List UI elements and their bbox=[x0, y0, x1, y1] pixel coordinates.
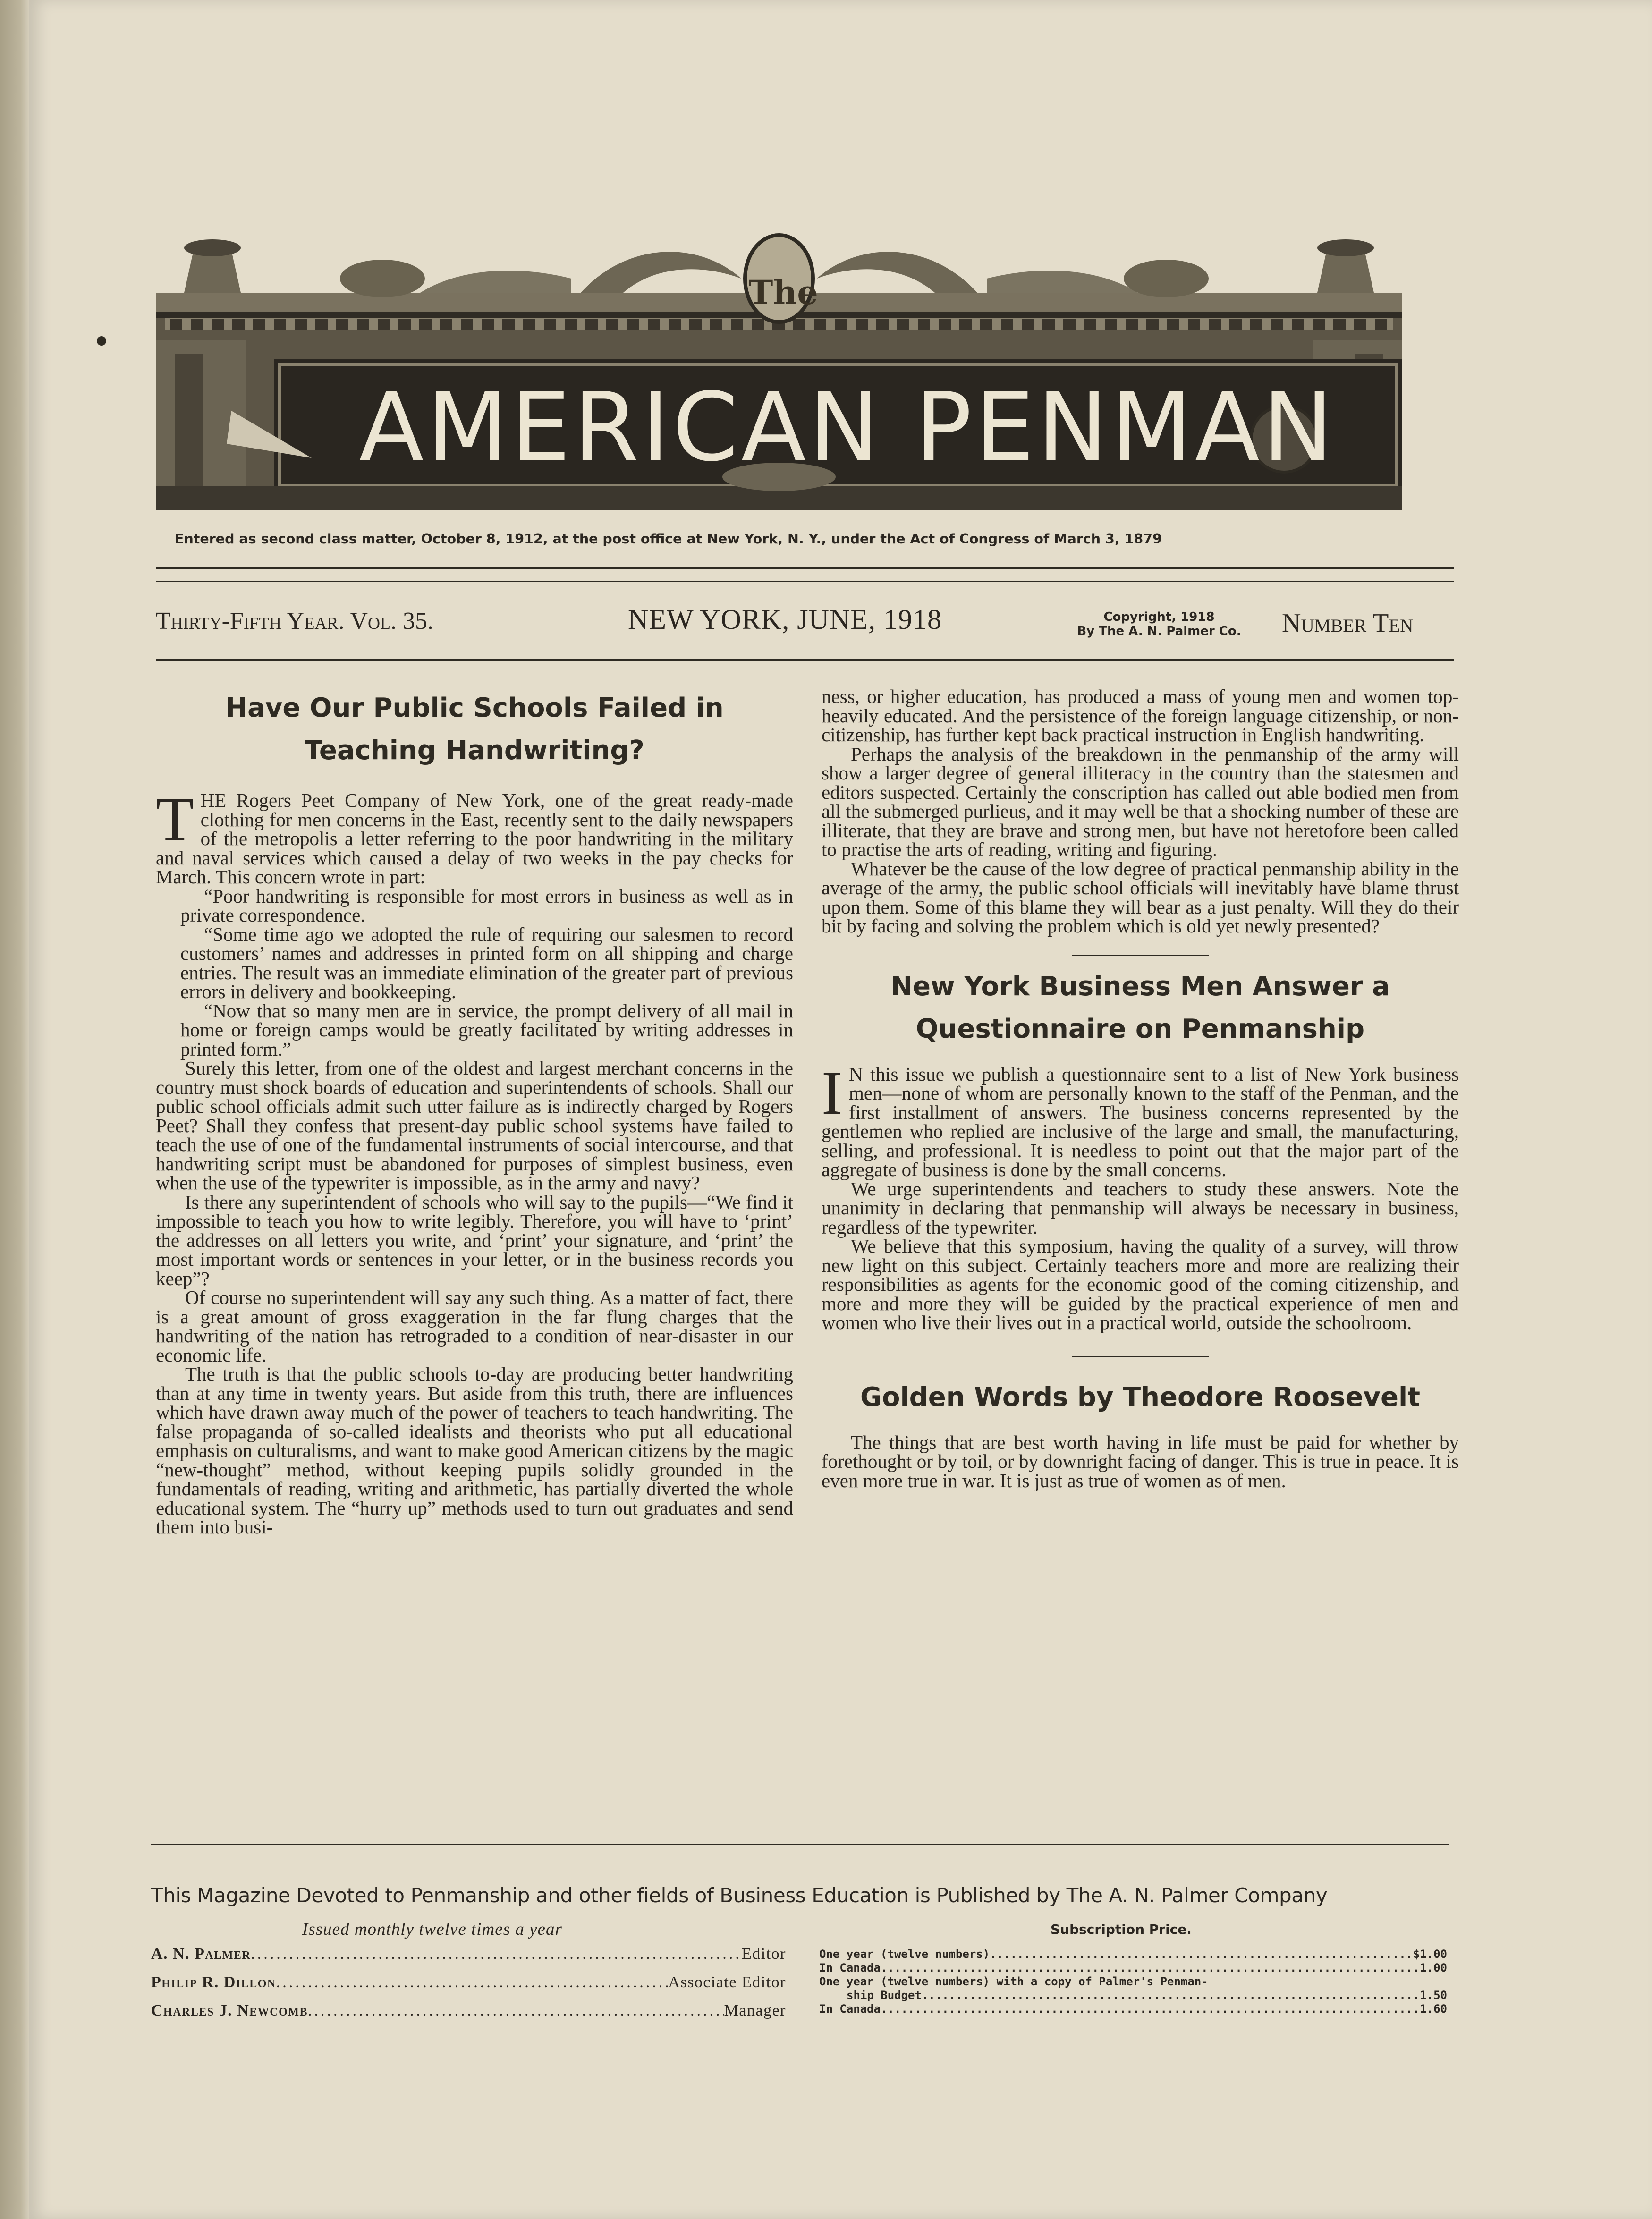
leader-dots bbox=[308, 2002, 724, 2025]
staff-row bbox=[151, 2002, 786, 2025]
article-paragraph bbox=[822, 1058, 1459, 1180]
quote-paragraph: “Poor handwriting is responsible for most errors in business as well as in private correspondence. bbox=[180, 885, 793, 926]
cornice-dentil bbox=[669, 319, 681, 330]
top-rule-2 bbox=[156, 581, 1454, 582]
price-label: One year (twelve numbers) with a copy of Palmer's Penman- bbox=[819, 1975, 1208, 1988]
dateline-rule bbox=[156, 659, 1454, 661]
leader-dots bbox=[881, 1961, 1420, 1975]
staff-role: Associate Editor bbox=[668, 1973, 786, 1991]
quote-paragraph: “Some time ago we adopted the rule of requiring our salesmen to record customers’ names and addresses in printed form on all shipping and charge entries. The result was an immediate elimination of the greater part of previous errors in delivery and bookkeeping. bbox=[180, 923, 793, 1002]
cornice-dentil bbox=[689, 319, 702, 330]
price-label: In Canada bbox=[819, 2002, 881, 2016]
paragraph-text: HE Rogers Peet Company of New York, one of the great ready-made clothing for men concerns in the East, recently sent to the daily newspapers of the metropolis a letter referring to the poor handwriting in the military and naval services which caused a delay of two weeks in the pay checks for March. This concern wrote in part: bbox=[156, 789, 793, 888]
cornice-dentil bbox=[731, 319, 743, 330]
cornice-dentil bbox=[1354, 319, 1366, 330]
quote-paragraph: “Now that so many men are in service, the prompt delivery of all mail in home or foreign camps would be greatly facilitated by writing addresses in printed form.” bbox=[180, 999, 793, 1060]
leader-dots bbox=[922, 1989, 1420, 2002]
price-row bbox=[819, 1989, 1447, 2002]
cornice-dentil bbox=[440, 319, 452, 330]
price-value: 1.60 bbox=[1420, 2002, 1447, 2016]
issue-frequency: Issued monthly twelve times a year bbox=[302, 1920, 562, 1939]
cornice-dentil bbox=[710, 319, 722, 330]
cornice-dentil bbox=[876, 319, 889, 330]
cornice-dentil bbox=[544, 319, 556, 330]
issue-number: Number Ten bbox=[1282, 609, 1414, 638]
cornice-dentil bbox=[1209, 319, 1221, 330]
cornice-dentil bbox=[1063, 319, 1076, 330]
staff-name: A. N. Palmer bbox=[151, 1945, 251, 1963]
copyright-line-2: By The A. N. Palmer Co. bbox=[1077, 624, 1241, 638]
cornice-dentil bbox=[627, 319, 639, 330]
price-label: In Canada bbox=[819, 1961, 881, 1974]
article-paragraph: ness, or higher education, has produced a mass of young men and women top-heavily educated. And the persistence of the foreign language citizenship, or non-citizenship, has further kept back practical instruction in English handwriting. bbox=[822, 686, 1459, 745]
article-paragraph: Surely this letter, from one of the oldest and largest merchant concerns in the country must shock boards of education and superintendents of schools. Shall our public school officials admit such utter failure as is indirectly charged by Rogers Peet? Shall they confess that present-day public school systems have failed to teach the use of one of the fundamental instruments of social intercourse, and that handwriting script must be abandoned for purposes of simplest business, even when the use of the typewriter is impossible, as in the army and navy? bbox=[156, 1057, 793, 1194]
leader-dots bbox=[251, 1945, 742, 1969]
cornice-dentil bbox=[1271, 319, 1283, 330]
cornice-dentil bbox=[1126, 319, 1138, 330]
cornice-dentil bbox=[835, 319, 847, 330]
copyright-notice bbox=[1060, 610, 1258, 638]
cornice-dentil bbox=[959, 319, 972, 330]
cornice-dentil bbox=[1313, 319, 1325, 330]
cornice-dentil bbox=[170, 319, 182, 330]
article-title: New York Business Men Answer a Questionnaire on Penmanship bbox=[890, 971, 1390, 1044]
article-paragraph: We urge superintendents and teachers to study these answers. Note the unanimity in declaring that penmanship will always be necessary in business, regardless of the typewriter. bbox=[822, 1177, 1459, 1238]
article-title: Golden Words by Theodore Roosevelt bbox=[860, 1381, 1420, 1413]
dateline bbox=[156, 600, 1454, 652]
cornice-dentil bbox=[1250, 319, 1262, 330]
masthead bbox=[156, 222, 1402, 515]
postal-entry-notice: Entered as second class matter, October 8, 1912, at the post office at New York, N. Y., under the Act of Congress of March 3, 1879 bbox=[175, 531, 1162, 547]
cornice-dentil bbox=[1292, 319, 1304, 330]
article-paragraph: Of course no superintendent will say any such thing. As a matter of fact, there is a great amount of gross exaggeration in the far flung charges that the handwriting of the nation has retrograded to a condition of near-disaster in our economic life. bbox=[156, 1287, 793, 1366]
cornice-dentil bbox=[274, 319, 286, 330]
article-paragraph: We believe that this symposium, having the quality of a survey, will throw new light on this subject. Certainly teachers more and more are realizing their responsibilities as agents for the economic good of the coming citizenship, and more and more they will be guided by the practical experience of men and women who live their lives out in a practical world, outside the schoolroom. bbox=[822, 1235, 1459, 1333]
cornice-dentil bbox=[980, 319, 992, 330]
cornice-dentil bbox=[1022, 319, 1034, 330]
issue-date: NEW YORK, JUNE, 1918 bbox=[628, 604, 942, 635]
top-rule-1 bbox=[156, 567, 1454, 569]
article-paragraph: Whatever be the cause of the low degree of practical penmanship ability in the average of the army, the public school officials will inevitably have blame thrust upon them. Some of this blame they will bear as a just penalty. Will they do their bit by facing and solving the problem which is old yet newly presented? bbox=[822, 857, 1459, 937]
cornice-dentil bbox=[315, 319, 328, 330]
cornice-dentil bbox=[398, 319, 411, 330]
price-label: ship Budget bbox=[847, 1989, 922, 2002]
cornice-dentil bbox=[585, 319, 598, 330]
leader-dots bbox=[990, 1948, 1413, 1961]
article-title: Have Our Public Schools Failed in Teaching Handwriting? bbox=[225, 693, 724, 766]
article-paragraph: Is there any superintendent of schools who will say to the pupils—“We find it impossible to teach you how to write legibly. Therefore, you will have to ‘print’ the addresses on all letters you write, and ‘print’ your signature, and ‘print’ the most important words or sentences in your letter, or in the business records you keep”? bbox=[156, 1191, 793, 1289]
cornice-dentil bbox=[482, 319, 494, 330]
cornice-dentil bbox=[1105, 319, 1117, 330]
year-volume: Thirty-Fifth Year. Vol. 35. bbox=[156, 608, 434, 635]
cornice-dentil bbox=[295, 319, 307, 330]
cornice-dentil bbox=[918, 319, 930, 330]
price-row bbox=[819, 1948, 1447, 1961]
cornice-dentil bbox=[1167, 319, 1179, 330]
staff-name: Charles J. Newcomb bbox=[151, 2002, 308, 2019]
left-column bbox=[156, 687, 793, 1537]
cornice-dentil bbox=[357, 319, 369, 330]
copyright-line-1: Copyright, 1918 bbox=[1103, 610, 1215, 624]
cornice-dentil bbox=[212, 319, 224, 330]
cornice-dentil bbox=[856, 319, 868, 330]
price-value: 1.00 bbox=[1420, 1961, 1447, 1974]
cornice-dentil bbox=[232, 319, 245, 330]
drop-cap: I bbox=[822, 1058, 842, 1127]
book-spine-edge bbox=[0, 0, 29, 2219]
staff-role: Manager bbox=[724, 2002, 786, 2019]
footer-rule bbox=[151, 1844, 1449, 1845]
cornice-dentil bbox=[1229, 319, 1242, 330]
paragraph-text: N this issue we publish a questionnaire sent to a list of New York business men—none of whom are personally known to the staff of the Penman, and the first installment of answers. The business concerns represented by the gentlemen who replied are inclusive of the large and small, the manufacturing, selling, and professional. It is needless to point out that the major part of the aggregate of business is done by the small concerns. bbox=[822, 1063, 1459, 1180]
cornice-dentil bbox=[1375, 319, 1387, 330]
cornice-dentil bbox=[378, 319, 390, 330]
article-paragraph: The truth is that the public schools to-day are producing better handwriting than at any time in twenty years. But aside from this truth, there are influences which have drawn away much of the power of teachers to teach handwriting. The false propaganda of so-called idealists and theorists who put all educational emphasis on culturalisms, and want to make good American citizens by the magic “new-thought” method, without keeping pupils solidly grounded in the fundamentals of reading, writing and arithmetic, has partially diverted the whole educational system. The “hurry up” methods used to turn out graduates and send them into busi- bbox=[156, 1363, 793, 1538]
cornice-dentil bbox=[648, 319, 660, 330]
leader-dots bbox=[881, 2002, 1420, 2016]
cornice-dentil bbox=[1188, 319, 1200, 330]
cornice-dentil bbox=[461, 319, 473, 330]
staff-role: Editor bbox=[742, 1945, 786, 1963]
cornice-dentil bbox=[1001, 319, 1013, 330]
cornice-dentil bbox=[897, 319, 909, 330]
price-value: $1.00 bbox=[1413, 1948, 1447, 1961]
cornice-dentil bbox=[253, 319, 265, 330]
cornice-dentil bbox=[565, 319, 577, 330]
staff-name: Philip R. Dillon bbox=[151, 1973, 276, 1991]
leader-dots bbox=[276, 1973, 669, 1997]
article-paragraph bbox=[156, 784, 793, 888]
cornice-dentil bbox=[1042, 319, 1055, 330]
staff-row bbox=[151, 1945, 786, 1969]
cornice-dentil bbox=[419, 319, 432, 330]
masthead-title: AMERICAN PENMAN bbox=[359, 372, 1336, 483]
article-paragraph: Perhaps the analysis of the breakdown in the penmanship of the army will show a larger degree of general illiteracy in the country than the statesmen and editors suspected. Certainly the conscription has called out able bodied men from all the submerged purlieus, and it may well be that a shocking number of these are illiterate, that they are brave and strong men, but have not heretofore been called to practise the arts of reading, writing and figuring. bbox=[822, 743, 1459, 860]
staff-row bbox=[151, 1973, 786, 1997]
cornice-dentil bbox=[336, 319, 348, 330]
price-row bbox=[819, 1975, 1447, 1989]
cornice-dentil bbox=[606, 319, 618, 330]
right-column bbox=[822, 687, 1459, 1490]
cornice-dentil bbox=[191, 319, 203, 330]
ink-spot bbox=[97, 336, 106, 346]
price-row bbox=[819, 1961, 1447, 1975]
masthead-the: The bbox=[748, 272, 818, 312]
price-value: 1.50 bbox=[1420, 1989, 1447, 2002]
article-paragraph: The things that are best worth having in life must be paid for whether by forethought or by toil, or by downright facing of danger. This is true in peace. It is even more true in war. It is just as true of women as of men. bbox=[822, 1431, 1459, 1491]
cornice-dentil bbox=[523, 319, 535, 330]
cornice-dentil bbox=[502, 319, 515, 330]
cornice-dentil bbox=[1146, 319, 1159, 330]
subscription-title: Subscription Price. bbox=[1051, 1922, 1192, 1937]
cornice-dentil bbox=[939, 319, 951, 330]
price-label: One year (twelve numbers) bbox=[819, 1948, 990, 1961]
cornice-dentil bbox=[1084, 319, 1096, 330]
price-row bbox=[819, 2002, 1447, 2016]
cornice-dentil bbox=[1333, 319, 1346, 330]
drop-cap: T bbox=[156, 784, 194, 854]
publisher-banner: This Magazine Devoted to Penmanship and other fields of Business Education is Published by The A. N. Palmer Company bbox=[151, 1884, 1328, 1907]
